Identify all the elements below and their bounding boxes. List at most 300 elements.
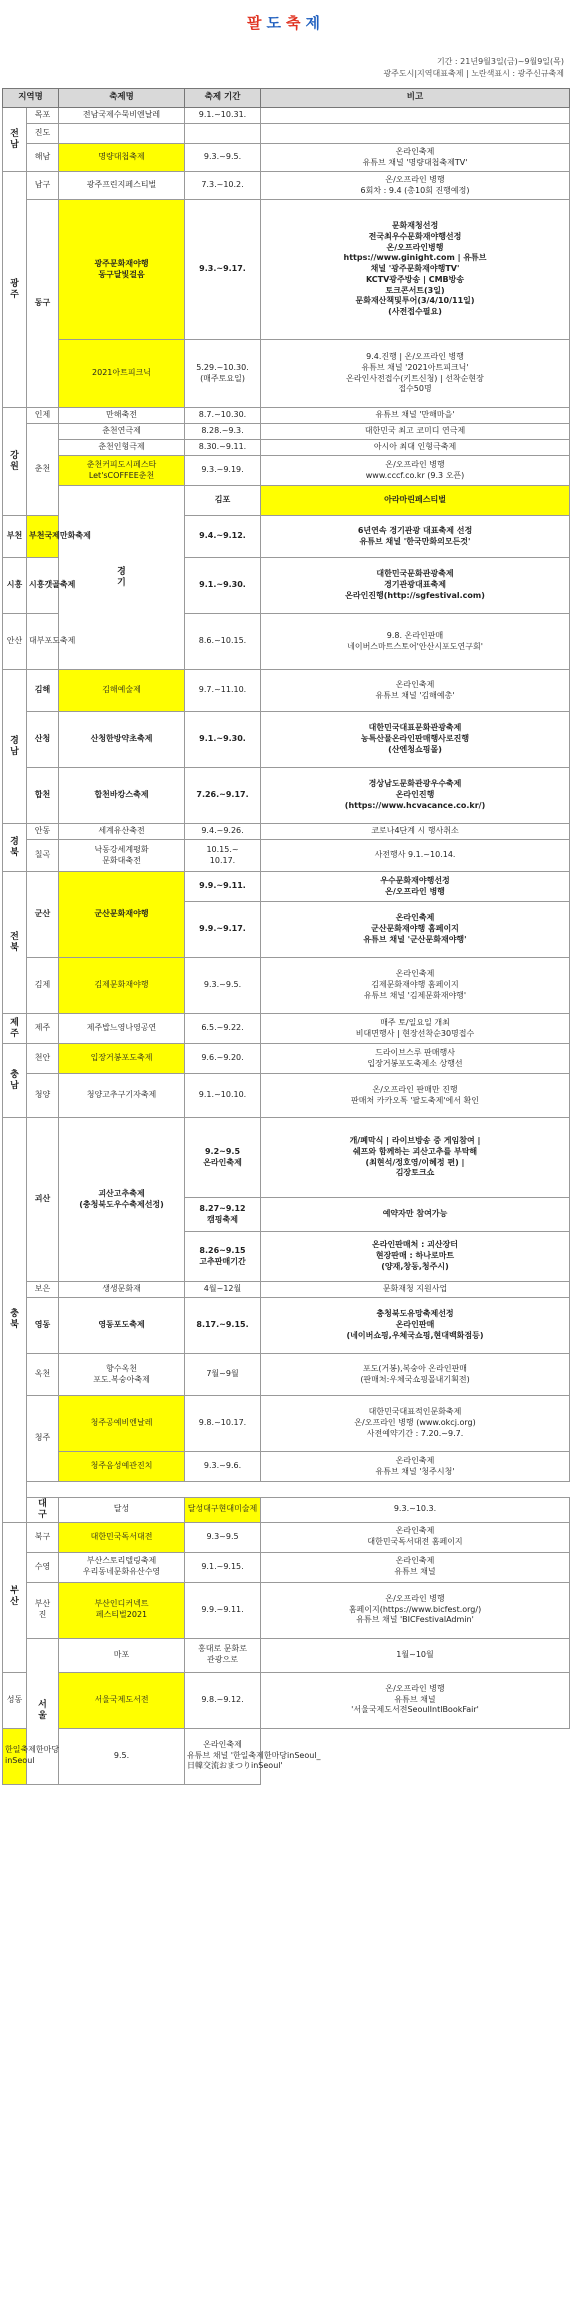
period-cell xyxy=(185,712,261,768)
text-line: 진 xyxy=(38,1610,47,1620)
period-cell xyxy=(185,516,261,558)
note-cell xyxy=(261,1672,570,1728)
festival-name-cell xyxy=(261,486,570,516)
text-line: 유튜브 채널 '명량대첩축제TV' xyxy=(362,157,468,167)
festival-name-cell xyxy=(59,408,185,424)
text-line: 유튜브 채널 xyxy=(394,1567,436,1577)
text-line: 안동 xyxy=(34,826,51,836)
period-cell xyxy=(185,1552,261,1582)
text-line: 드라이브스루 판매행사 xyxy=(375,1047,455,1057)
table-row xyxy=(3,1728,570,1784)
period-cell xyxy=(185,408,261,424)
text-line: 유튜브 채널 '2021아트피크닉' xyxy=(361,362,469,372)
note-cell xyxy=(261,1396,570,1452)
festival-name: 청주공예비엔날레 xyxy=(90,1418,153,1428)
table-row xyxy=(3,1522,570,1552)
city-cell xyxy=(27,424,59,516)
period-cell xyxy=(185,124,261,144)
table-row xyxy=(3,824,570,840)
note-cell xyxy=(261,440,570,456)
text-line: (양재,창동,청주시) xyxy=(381,1261,449,1271)
festival-name-cell xyxy=(59,1074,185,1118)
period-cell xyxy=(185,424,261,440)
table-row xyxy=(3,424,570,440)
festival-name: Let'sCOFFEE춘천 xyxy=(88,470,155,480)
region-cell xyxy=(3,172,27,408)
festival-name: 괴산고추축제 xyxy=(98,1188,145,1198)
text-line: (최현석/정호영/이혜정 편) | xyxy=(365,1157,465,1167)
text-line: 온라인축제 xyxy=(395,1526,435,1536)
festival-name: 영동포도축제 xyxy=(98,1320,145,1330)
text-line: 온/오프라인 병행 xyxy=(385,1683,445,1693)
festival-name-cell xyxy=(59,1282,185,1298)
region-char: 전 xyxy=(10,128,19,139)
region-char: 북 xyxy=(10,847,19,858)
period-cell xyxy=(185,440,261,456)
table-row xyxy=(3,1498,570,1523)
period-cell xyxy=(185,340,261,408)
text-line: 채널 '광주문화재야행TV' xyxy=(370,264,460,274)
text-line: 온/오프라인 병행 xyxy=(385,1593,445,1603)
city-cell xyxy=(27,172,59,200)
text-line: 9.4.진행 | 온/오프라인 병행 xyxy=(366,351,464,361)
city-cell xyxy=(27,1044,59,1074)
text-line: 8.27~9.12 xyxy=(199,1203,246,1213)
text-line: 김장토크쇼 xyxy=(395,1168,435,1178)
text-line: 9.3~9.5 xyxy=(206,1531,239,1541)
note-cell xyxy=(261,1354,570,1396)
text-line: 4월~12월 xyxy=(203,1284,242,1294)
text-line: 온/오프라인 병행 xyxy=(385,174,445,184)
text-line: 남구 xyxy=(34,180,51,190)
name-header: 축제명 xyxy=(59,89,185,108)
city-cell xyxy=(59,1638,185,1672)
text-line: 시흥 xyxy=(6,580,23,590)
text-line: 온/오프라인 병행 xyxy=(385,886,445,896)
festival-name-cell xyxy=(59,1354,185,1396)
table-row xyxy=(3,340,570,408)
table-row xyxy=(3,144,570,172)
text-line: 온/오프라인 병행 (www.okcj.org) xyxy=(354,1418,476,1428)
text-line: 1월~10월 xyxy=(396,1649,434,1659)
text-line: (매주토요일) xyxy=(200,373,245,383)
title-char: 팔 xyxy=(247,14,267,32)
note-cell xyxy=(261,670,570,712)
festival-name-cell xyxy=(27,558,76,614)
text-line: 9.3.~10.3. xyxy=(393,1504,437,1514)
period-cell xyxy=(185,840,261,872)
note-cell xyxy=(261,108,570,124)
festival-name: 광주프린지페스티벌 xyxy=(86,180,157,190)
text-line: '서울국제도서전SeoulIntlBookFair' xyxy=(351,1705,479,1715)
text-line: KCTV광주방송 | CMB방송 xyxy=(365,274,465,284)
festival-name: 아라마린페스티벌 xyxy=(384,495,446,505)
text-line: 산청 xyxy=(34,734,51,744)
text-line: 유튜브 채널 '김제문화재야행' xyxy=(363,990,467,1000)
festival-name: 춘천커피도시페스타 xyxy=(86,459,157,469)
region-cell xyxy=(3,1522,27,1672)
text-line: 군산문화재야행 홈페이지 xyxy=(371,924,459,934)
festival-name: 춘천연극제 xyxy=(102,426,141,436)
period-cell xyxy=(185,1014,261,1044)
text-line: 8.30.~9.11. xyxy=(198,442,247,452)
festival-name-cell xyxy=(59,1396,185,1452)
table-row xyxy=(3,1118,570,1198)
period-cell xyxy=(185,768,261,824)
note-cell xyxy=(261,1014,570,1044)
city-cell xyxy=(27,1552,59,1582)
note-cell xyxy=(261,712,570,768)
festival-name-cell xyxy=(59,712,185,768)
festival-name-cell xyxy=(59,108,185,124)
note-cell xyxy=(261,958,570,1014)
festival-name: 향수옥천 xyxy=(106,1363,137,1373)
text-line: 6년연속 경기관광 대표축제 선정 xyxy=(357,525,473,535)
city-cell xyxy=(27,1282,59,1298)
region-cell xyxy=(3,1044,27,1118)
festival-name: 세계유산축전 xyxy=(98,826,145,836)
page-title xyxy=(0,12,572,33)
city-cell xyxy=(185,486,261,516)
text-line: 김포 xyxy=(214,495,231,505)
text-line: 경상남도문화관광우수축제 xyxy=(368,779,462,789)
table-row xyxy=(3,958,570,1014)
note-cell xyxy=(261,902,570,958)
text-line: 日韓交流おまつりinSeoul' xyxy=(187,1761,283,1771)
text-line: 6회차 : 9.4 (총10회 진행예정) xyxy=(360,185,470,195)
city-cell xyxy=(3,558,27,614)
period-cell xyxy=(261,1498,570,1523)
text-line: 김해 xyxy=(34,685,51,695)
note-cell xyxy=(261,1582,570,1638)
city-cell xyxy=(3,516,27,558)
period-header: 축제 기간 xyxy=(185,89,261,108)
region-header: 지역명 xyxy=(3,89,59,108)
region-char: 충 xyxy=(10,1309,19,1319)
text-line: 토크콘서트(3일) xyxy=(385,285,445,295)
festival-name: 한일축제한마당 xyxy=(5,1745,60,1755)
festival-name: 부산인디커넥트 xyxy=(94,1599,149,1609)
text-line: 온라인진행(http://sgfestival.com) xyxy=(345,590,485,600)
note-cell xyxy=(261,840,570,872)
region-char: 원 xyxy=(10,461,19,472)
region-char: 충 xyxy=(10,1069,19,1080)
period-cell xyxy=(185,558,261,614)
city-cell xyxy=(27,408,59,424)
festival-name: 입장거봉포도축제 xyxy=(90,1053,153,1063)
text-line: 9.3.~9.5. xyxy=(203,152,242,162)
text-line: 9.3.~9.17. xyxy=(199,264,246,274)
festival-name: 관광으로 xyxy=(207,1655,238,1665)
text-line: (판매처:우체국쇼핑몰내기획전) xyxy=(360,1374,470,1384)
text-line: 사전행사 9.1.~10.14. xyxy=(374,850,456,860)
note-cell xyxy=(261,124,570,144)
text-line: 9.8. 온라인판매 xyxy=(386,630,444,640)
table-row xyxy=(3,768,570,824)
table-row xyxy=(3,456,570,486)
text-line: 6.5.~9.22. xyxy=(201,1023,244,1033)
region-cell xyxy=(27,1498,59,1523)
text-line: 온라인축제 xyxy=(395,969,435,979)
festival-name: 부산스토리텔링축제 xyxy=(86,1556,157,1566)
city-cell xyxy=(27,1118,59,1282)
festival-name: 군산문화재야행 xyxy=(94,909,149,919)
festival-name: inSeoul xyxy=(5,1756,35,1766)
text-line: 북구 xyxy=(34,1531,51,1541)
text-line: 7.26.~9.17. xyxy=(196,790,249,800)
festival-name-cell xyxy=(59,340,185,408)
text-line: 쉐프와 함께하는 괴산고추를 부탁해 xyxy=(352,1146,478,1156)
text-line: 전국최우수문화재야행선정 xyxy=(368,231,462,241)
period-cell xyxy=(185,958,261,1014)
text-line: 9.3.~9.6. xyxy=(203,1461,242,1471)
region-char: 강 xyxy=(10,450,19,461)
text-line: 마포 xyxy=(113,1649,130,1659)
text-line: 홈페이지(https://www.bicfest.org/) xyxy=(348,1604,482,1614)
table-row xyxy=(3,1482,570,1498)
city-cell xyxy=(3,1672,27,1728)
period-cell xyxy=(185,902,261,958)
festival-name: 산청한방약초축제 xyxy=(90,734,153,744)
note-cell xyxy=(261,1552,570,1582)
table-row xyxy=(3,1452,570,1482)
text-line: 온라인축제 xyxy=(203,1157,242,1167)
festival-name: 동구달빛걸음 xyxy=(98,269,145,279)
table-row xyxy=(3,1552,570,1582)
text-line: 보은 xyxy=(34,1284,51,1294)
festival-name-cell xyxy=(59,1044,185,1074)
text-line: 온라인축제 xyxy=(203,1739,242,1749)
text-line: 합천 xyxy=(34,790,51,800)
table-row xyxy=(3,1014,570,1044)
text-line: 대한민국 최고 코미디 연극제 xyxy=(364,426,466,436)
table-row xyxy=(3,712,570,768)
text-line: 사전예약기간 : 7.20.~9.7. xyxy=(366,1428,464,1438)
note-cell xyxy=(261,516,570,558)
festival-name-cell xyxy=(59,144,185,172)
text-line: 현장판매 : 하나로마트 xyxy=(375,1251,455,1261)
period-cell xyxy=(185,1118,261,1198)
text-line: 옥천 xyxy=(34,1369,51,1379)
text-line: 안산 xyxy=(6,636,23,646)
note-cell xyxy=(261,144,570,172)
text-line: 8.17.~9.15. xyxy=(196,1320,249,1330)
festival-name-cell xyxy=(27,614,76,670)
city-cell xyxy=(27,1298,59,1354)
text-line: 판매처 카카오톡 '팔도축제'에서 확인 xyxy=(351,1095,479,1105)
period-cell xyxy=(185,1522,261,1552)
festival-name-cell xyxy=(59,1672,185,1728)
text-line: 8.28.~9.3. xyxy=(201,426,244,436)
region-char: 남 xyxy=(10,1080,19,1091)
festival-name: 2021아트피크닉 xyxy=(92,368,152,378)
text-line: 대한민국문화관광축제 xyxy=(376,569,454,579)
note-cell xyxy=(261,1198,570,1232)
city-cell xyxy=(27,1074,59,1118)
text-line: 온라인사전접수(키트신청) | 선착순현장 xyxy=(346,373,484,383)
period-cell xyxy=(185,172,261,200)
festival-name: 홍대로 문화로 xyxy=(198,1644,247,1654)
city-cell xyxy=(27,1014,59,1044)
festival-name-cell xyxy=(27,516,91,558)
region-char: 북 xyxy=(10,1319,19,1330)
text-line: 코로나4단계 시 행사취소 xyxy=(371,826,459,836)
region-cell xyxy=(3,670,27,824)
city-cell xyxy=(27,124,59,144)
city-cell xyxy=(59,1498,185,1523)
festival-name-cell xyxy=(59,1452,185,1482)
festival-name-cell xyxy=(59,456,185,486)
text-line: 9.1.~10.10. xyxy=(198,1090,247,1100)
city-cell xyxy=(27,670,59,712)
note-cell xyxy=(261,172,570,200)
text-line: 수영 xyxy=(34,1561,51,1571)
text-line: 9.9.~9.17. xyxy=(199,924,246,934)
note-cell xyxy=(261,340,570,408)
text-line: 8.26~9.15 xyxy=(199,1245,246,1255)
festival-name-cell xyxy=(59,424,185,440)
text-line: 유튜브 채널 '한일축제한마당inSeoul_ xyxy=(187,1750,321,1760)
text-line: 춘천 xyxy=(34,464,51,474)
festival-name-cell xyxy=(59,172,185,200)
text-line: 10.17. xyxy=(209,855,236,865)
table-header-row xyxy=(3,89,570,108)
text-line: 성동 xyxy=(6,1694,23,1704)
title-char: 제 xyxy=(305,14,325,32)
text-line: 유튜브 채널 '한국만화의모든것' xyxy=(359,536,471,546)
text-line: 온라인축제 xyxy=(395,913,435,923)
document-header xyxy=(0,0,572,78)
note-cell xyxy=(261,424,570,440)
period-cell xyxy=(185,200,261,340)
text-line: 온라인진행 xyxy=(395,790,435,800)
text-line: 경기관광대표축제 xyxy=(384,580,446,590)
note-cell xyxy=(261,1044,570,1074)
festival-name: 만해축전 xyxy=(106,410,137,420)
period-cell xyxy=(185,144,261,172)
text-line: 9.9.~9.11. xyxy=(199,881,246,891)
festival-name-cell xyxy=(59,440,185,456)
festival-name: 낙동강세계평화 xyxy=(94,844,149,854)
table-row xyxy=(3,1282,570,1298)
table-row xyxy=(3,108,570,124)
festival-name-cell xyxy=(59,768,185,824)
text-line: 매주 토/일요일 개최 xyxy=(380,1017,450,1027)
city-cell xyxy=(27,144,59,172)
region-char: 경 xyxy=(117,566,126,577)
region-char: 전 xyxy=(10,931,19,942)
festival-table xyxy=(2,88,570,1785)
text-line: 온라인축제 xyxy=(395,679,435,689)
festival-name-cell xyxy=(59,1582,185,1638)
festival-name-cell xyxy=(59,1552,185,1582)
region-char: 남 xyxy=(10,139,19,150)
region-char: 산 xyxy=(10,1597,19,1608)
text-line: 군산 xyxy=(34,909,51,919)
text-line: 8.6.~10.15. xyxy=(198,636,247,646)
period-caption: 기간 : 21년9월3일(금)~9월9일(목) xyxy=(436,57,564,66)
region-cell xyxy=(3,408,27,516)
festival-name-cell xyxy=(59,1298,185,1354)
region-cell xyxy=(3,824,27,872)
text-line: 청양 xyxy=(34,1090,51,1100)
text-line: 9.8.~9.12. xyxy=(201,1694,244,1704)
region-char: 기 xyxy=(117,577,126,588)
city-cell xyxy=(27,712,59,768)
note-cell xyxy=(261,1522,570,1552)
festival-name: 광주문화재야행 xyxy=(94,258,149,268)
text-line: 9.4.~9.12. xyxy=(199,531,246,541)
text-line: 캠핑축제 xyxy=(207,1214,238,1224)
text-line: 고추판매기간 xyxy=(199,1256,246,1266)
text-line: 온라인판매처 : 괴산장터 xyxy=(371,1240,459,1250)
table-row xyxy=(3,200,570,340)
table-row xyxy=(3,872,570,902)
text-line: 문화재산책및투어(3/4/10/11일) xyxy=(355,296,475,306)
note-cell xyxy=(261,1452,570,1482)
table-row xyxy=(3,1074,570,1118)
region-char: 제 xyxy=(10,1017,19,1028)
festival-name: 달성대구현대미술제 xyxy=(187,1504,258,1514)
period-cell xyxy=(185,824,261,840)
text-line: 문화재청 지원사업 xyxy=(382,1284,448,1294)
text-line: 우수문화재야행선정 xyxy=(380,875,450,885)
title-char: 도 xyxy=(266,14,286,32)
city-cell xyxy=(27,1582,59,1638)
text-line: 7월~9월 xyxy=(206,1369,239,1379)
festival-name-cell xyxy=(59,824,185,840)
city-cell xyxy=(27,872,59,958)
region-char: 주 xyxy=(10,1028,19,1039)
note-cell xyxy=(185,1728,321,1784)
text-line: 9.6.~9.20. xyxy=(201,1053,244,1063)
city-cell xyxy=(27,768,59,824)
text-line: 비대면행사 | 현장선착순30명접수 xyxy=(355,1028,475,1038)
region-char: 울 xyxy=(38,1711,47,1722)
region-char: 경 xyxy=(10,836,19,847)
period-cell xyxy=(185,1396,261,1452)
text-line: 해남 xyxy=(34,152,51,162)
text-line: 부산 xyxy=(34,1599,51,1609)
note-cell xyxy=(261,1298,570,1354)
city-cell xyxy=(27,1354,59,1396)
table-row xyxy=(3,1396,570,1452)
text-line: 온라인판매 xyxy=(395,1320,435,1330)
festival-name: 부천국제만화축제 xyxy=(29,531,91,541)
period-cell xyxy=(185,1044,261,1074)
text-line: 괴산 xyxy=(34,1194,51,1204)
festival-name-cell xyxy=(185,1638,261,1672)
period-cell xyxy=(185,1672,261,1728)
table-row xyxy=(3,1354,570,1396)
festival-name-cell xyxy=(59,840,185,872)
text-line: 9.2~9.5 xyxy=(204,1146,241,1156)
region-cell xyxy=(3,1118,27,1523)
festival-name-cell xyxy=(59,200,185,340)
period-cell xyxy=(185,670,261,712)
festival-name: 김제문화재야행 xyxy=(94,980,149,990)
region-char: 광 xyxy=(10,278,19,289)
text-line: 7.3.~10.2. xyxy=(201,180,244,190)
region-cell xyxy=(3,872,27,1014)
text-line: 칠곡 xyxy=(34,850,51,860)
note-cell xyxy=(261,1118,570,1198)
text-line: 청주 xyxy=(34,1433,51,1443)
note-cell xyxy=(261,872,570,902)
period-cell xyxy=(185,1198,261,1232)
text-line: 5.29.~10.30. xyxy=(196,362,249,372)
text-line: 포도(거봉),복숭아 온라인판매 xyxy=(362,1363,468,1373)
